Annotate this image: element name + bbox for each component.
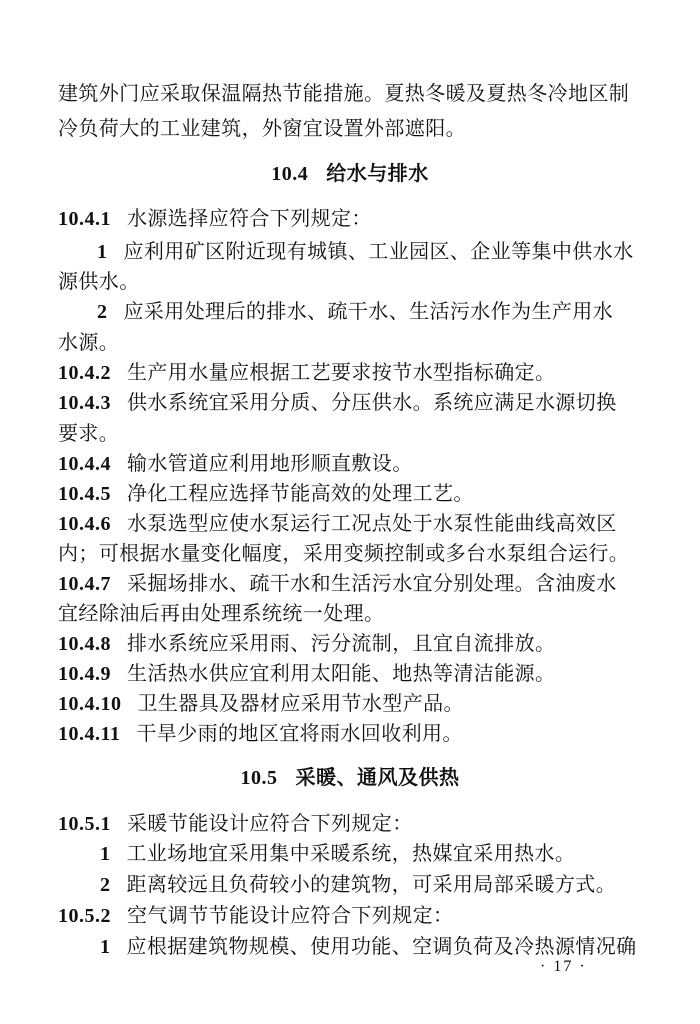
item-10-4-1-1 — [97, 236, 677, 266]
clause-number: 10.4.4 — [58, 453, 111, 475]
intro-line-2: 冷负荷大的工业建筑，外窗宜设置外部遮阳。 — [58, 116, 466, 140]
clause-text: 生产用水量应根据工艺要求按节水型指标确定。 — [127, 360, 556, 384]
item-10-4-1-1-continued: 源供水。 — [58, 269, 140, 293]
clause-10-4-10 — [58, 688, 658, 718]
item-number: 2 — [100, 874, 111, 896]
section-title: 采暖、通风及供热 — [295, 765, 460, 789]
clause-number: 10.5.2 — [58, 905, 111, 927]
clause-number: 10.4.11 — [58, 723, 121, 745]
clause-10-5-1 — [58, 808, 658, 838]
item-text: 应采用处理后的排水、疏干水、生活污水作为生产用水 — [123, 299, 614, 323]
clause-text: 输水管道应利用地形顺直敷设。 — [127, 451, 413, 475]
clause-10-4-4 — [58, 448, 658, 478]
clause-number: 10.4.8 — [58, 633, 111, 655]
clause-10-5-2 — [58, 900, 658, 930]
clause-10-4-6 — [58, 508, 658, 538]
clause-text: 净化工程应选择节能高效的处理工艺。 — [127, 481, 474, 505]
clause-text: 水源选择应符合下列规定： — [127, 206, 372, 230]
intro-line-1: 建筑外门应采取保温隔热节能措施。夏热冬暖及夏热冬冷地区制 — [58, 81, 630, 105]
clause-10-4-5 — [58, 478, 658, 508]
clause-number: 10.4.10 — [58, 693, 122, 715]
clause-10-4-3-continued: 要求。 — [58, 421, 120, 445]
clause-number: 10.4.5 — [58, 483, 111, 505]
item-10-4-1-2 — [97, 296, 677, 326]
section-title: 给水与排水 — [326, 161, 429, 185]
clause-number: 10.5.1 — [58, 813, 111, 835]
page-number: · 17 · — [540, 958, 587, 975]
clause-text: 供水系统宜采用分质、分压供水。系统应满足水源切换 — [127, 390, 617, 414]
clause-number: 10.4.3 — [58, 392, 111, 414]
clause-text: 水泵选型应使水泵运行工况点处于水泵性能曲线高效区 — [127, 511, 617, 535]
item-10-4-1-2-continued: 水源。 — [58, 330, 120, 354]
item-number: 1 — [100, 843, 111, 865]
item-number: 1 — [97, 241, 108, 263]
section-number: 10.5 — [240, 767, 278, 789]
clause-number: 10.4.9 — [58, 663, 111, 685]
clause-text: 空气调节节能设计应符合下列规定： — [127, 903, 454, 927]
item-10-5-1-2 — [100, 869, 680, 899]
clause-10-4-11 — [58, 718, 658, 748]
clause-10-4-6-continued: 内；可根据水量变化幅度，采用变频控制或多台水泵组合运行。 — [58, 541, 630, 565]
item-text: 工业场地宜采用集中采暖系统，热媒宜采用热水。 — [126, 841, 576, 865]
section-heading-10-4 — [0, 158, 700, 188]
clause-number: 10.4.2 — [58, 362, 111, 384]
clause-text: 采暖节能设计应符合下列规定： — [127, 811, 413, 835]
item-text: 应利用矿区附近现有城镇、工业园区、企业等集中供水水 — [123, 239, 634, 263]
item-number: 2 — [97, 301, 108, 323]
item-10-5-2-1 — [100, 931, 680, 961]
clause-text: 干旱少雨的地区宜将雨水回收利用。 — [136, 721, 463, 745]
clause-text: 排水系统应采用雨、污分流制，且宜自流排放。 — [127, 631, 556, 655]
clause-text: 卫生器具及器材应采用节水型产品。 — [137, 691, 464, 715]
clause-text: 采掘场排水、疏干水和生活污水宜分别处理。含油废水 — [127, 571, 617, 595]
clause-10-4-2 — [58, 357, 658, 387]
clause-10-4-1 — [58, 203, 658, 233]
section-heading-10-5 — [0, 762, 700, 792]
clause-10-4-7 — [58, 568, 658, 598]
item-text: 距离较远且负荷较小的建筑物，可采用局部采暖方式。 — [126, 872, 617, 896]
clause-text: 生活热水供应宜利用太阳能、地热等清洁能源。 — [127, 661, 556, 685]
clause-number: 10.4.7 — [58, 573, 111, 595]
item-number: 1 — [100, 936, 111, 958]
clause-10-4-9 — [58, 658, 658, 688]
item-text: 应根据建筑物规模、使用功能、空调负荷及冷热源情况确 — [126, 934, 637, 958]
item-10-5-1-1 — [100, 838, 680, 868]
clause-number: 10.4.1 — [58, 208, 111, 230]
section-number: 10.4 — [271, 163, 309, 185]
clause-10-4-3 — [58, 387, 658, 417]
clause-10-4-7-continued: 宜经除油后再由处理系统统一处理。 — [58, 601, 385, 625]
clause-number: 10.4.6 — [58, 513, 111, 535]
clause-10-4-8 — [58, 628, 658, 658]
